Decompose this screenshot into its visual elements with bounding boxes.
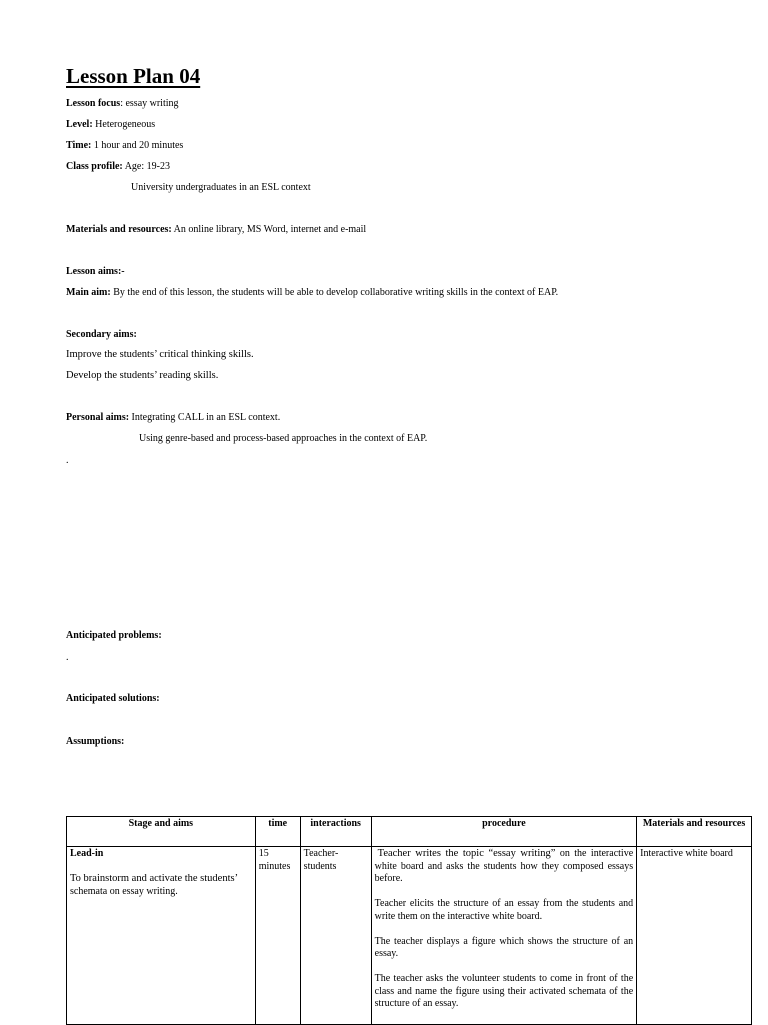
header-time: time bbox=[255, 817, 300, 847]
personal-aims-label: Personal aims: bbox=[66, 412, 130, 423]
materials-label: Materials and resources: bbox=[66, 224, 172, 235]
assumptions: Assumptions: bbox=[66, 736, 125, 747]
procedure-step-3: The teacher displays a figure which shows the structure of an essay. bbox=[374, 935, 634, 959]
secondary-aim-2: Develop the students’ reading skills. bbox=[66, 370, 219, 381]
time-value: 1 hour and 20 minutes bbox=[91, 140, 184, 151]
procedure-step-2: Teacher elicits the structure of an essay from the students and write them on the interactive white board. bbox=[374, 898, 634, 922]
stray-dot: . bbox=[66, 455, 69, 466]
table-header-row bbox=[67, 817, 752, 847]
lesson-focus-label: Lesson focus bbox=[66, 98, 121, 109]
procedure-step-1-rest: on the interactive white board and asks the students how they composed essays before. bbox=[374, 848, 634, 884]
cell-procedure bbox=[371, 847, 637, 1025]
lesson-plan-table bbox=[66, 816, 752, 1025]
time bbox=[66, 140, 183, 151]
page-title: Lesson Plan 04 bbox=[66, 64, 201, 88]
personal-aim-2: Using genre-based and process-based approaches in the context of EAP. bbox=[139, 433, 428, 444]
secondary-aim-1: Improve the students’ critical thinking skills. bbox=[66, 349, 254, 360]
anticipated-problems: Anticipated problems: bbox=[66, 630, 162, 641]
class-profile-extra: University undergraduates in an ESL context bbox=[131, 182, 311, 193]
table-row bbox=[67, 847, 752, 1025]
procedure-step-1-script: Teacher writes the topic “essay writing” bbox=[377, 848, 556, 859]
cell-interactions: Teacher-students bbox=[300, 847, 371, 1025]
stage-aim-rest: schemata on essay writing. bbox=[70, 885, 178, 897]
header-materials: Materials and resources bbox=[637, 817, 752, 847]
lesson-focus bbox=[66, 98, 179, 109]
main-aim bbox=[66, 287, 558, 298]
cell-time: 15 minutes bbox=[255, 847, 300, 1025]
anticipated-solutions: Anticipated solutions: bbox=[66, 693, 160, 704]
personal-aims bbox=[66, 412, 280, 423]
level-value: Heterogeneous bbox=[92, 119, 156, 130]
stage-title: Lead-in bbox=[70, 848, 104, 859]
cell-stage bbox=[67, 847, 256, 1025]
main-aim-label: Main aim: bbox=[66, 287, 111, 298]
header-stage: Stage and aims bbox=[67, 817, 256, 847]
class-profile-label: Class profile: bbox=[66, 161, 123, 172]
header-procedure: procedure bbox=[371, 817, 637, 847]
time-label: Time: bbox=[66, 140, 92, 151]
procedure-step-4: The teacher asks the volunteer students to come in front of the class and name the figure using their activated schemata of the structure of an essay. bbox=[374, 973, 634, 1009]
stage-aim-script: To brainstorm and activate the students’ bbox=[70, 873, 239, 884]
header-interactions: interactions bbox=[300, 817, 371, 847]
procedure-step-1 bbox=[375, 848, 634, 886]
class-profile-value: Age: 19-23 bbox=[122, 161, 170, 172]
lesson-aims-heading: Lesson aims:- bbox=[66, 266, 125, 277]
personal-aims-value: Integrating CALL in an ESL context. bbox=[129, 412, 281, 423]
materials bbox=[66, 224, 366, 235]
class-profile bbox=[66, 161, 170, 172]
lesson-focus-value: : essay writing bbox=[120, 98, 179, 109]
level bbox=[66, 119, 155, 130]
main-aim-value: By the end of this lesson, the students will be able to develop collaborative writing skills in the context of EAP. bbox=[110, 287, 559, 298]
anticipated-problems-dot: . bbox=[66, 652, 69, 663]
materials-value: An online library, MS Word, internet and e-mail bbox=[171, 224, 367, 235]
level-label: Level: bbox=[66, 119, 93, 130]
secondary-aims-heading: Secondary aims: bbox=[66, 329, 137, 340]
cell-materials: Interactive white board bbox=[637, 847, 752, 1025]
